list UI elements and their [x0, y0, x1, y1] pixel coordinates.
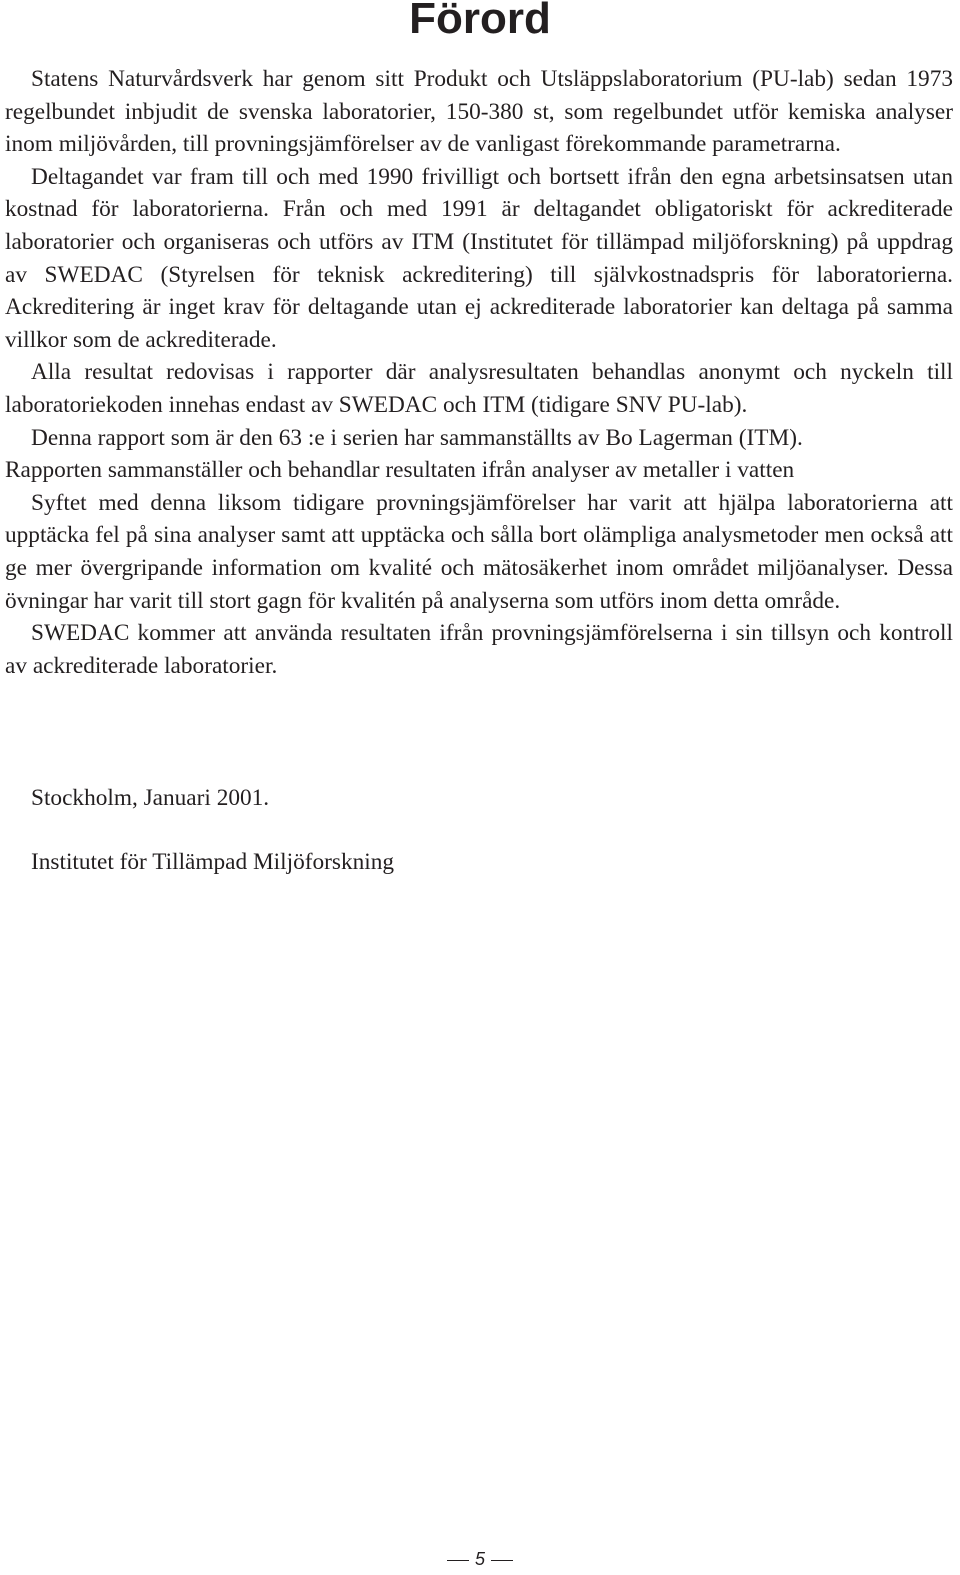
footer-dash-right [491, 1560, 513, 1561]
footer-dash-left [447, 1560, 469, 1561]
paragraph-swedac-usage: SWEDAC kommer att använda resultaten ifrån provningsjämförelserna i sin tillsyn och kontroll av ackrediterade laboratorier. [5, 620, 953, 679]
paragraph-participation: Deltagandet var fram till och med 1990 frivilligt och bortsett ifrån den egna arbetsinsatsen utan kostnad för laboratorierna. Från och med 1991 är deltagandet obligatoriskt för ackrediterade laboratorier och organiseras och utförs av ITM (Institutet för tillämpad miljöforskning) på uppdrag av SWEDAC (Styrelsen för teknisk ackreditering) till självkostnadspris för laboratorierna. Ackreditering är inget krav för deltagande utan ej ackrediterade laboratorier kan deltaga på samma villkor som de ackrediterade. [5, 163, 953, 353]
paragraph-reporting: Alla resultat redovisas i rapporter där analysresultaten behandlas anonymt och nyckeln till laboratoriekoden innehas endast av SWEDAC och ITM (tidigare SNV PU-lab). [5, 359, 953, 418]
page-title: Förord [409, 0, 551, 43]
foreword-body [5, 63, 953, 682]
paragraph-report-number: Denna rapport som är den 63 :e i serien har sammanställts av Bo Lagerman (ITM). [31, 424, 803, 451]
page-footer [0, 1548, 960, 1570]
paragraph-report-scope: Rapporten sammanställer och behandlar resultaten ifrån analyser av metaller i vatten [5, 457, 795, 484]
institute-signature: Institutet för Tillämpad Miljöforskning [31, 849, 395, 875]
paragraph-intro: Statens Naturvårdsverk har genom sitt Produkt och Utsläppslaboratorium (PU-lab) sedan 1973 regelbundet inbjudit de svenska laboratorier, 150-380 st, som regelbundet utför kemiska analyser inom miljövården, till provningsjämförelser av de vanligast förekommande parametrarna. [5, 66, 953, 158]
page-number: 5 [474, 1549, 485, 1569]
paragraph-purpose: Syftet med denna liksom tidigare provningsjämförelser har varit att hjälpa laboratorierna att upptäcka fel på sina analyser samt att upptäcka och sålla bort olämpliga analysmetoder men också att ge mer övergripande information om kvalité och mätosäkerhet inom området miljöanalyser. Dessa övningar har varit till stort gagn för kvalitén på analyserna som utförs inom detta område. [5, 489, 953, 614]
place-and-date: Stockholm, Januari 2001. [31, 785, 270, 811]
